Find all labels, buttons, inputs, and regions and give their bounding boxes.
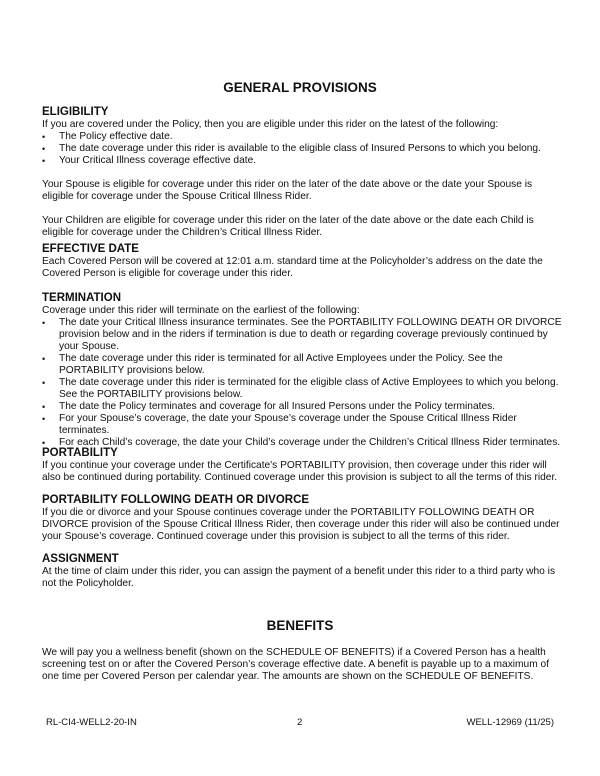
list-item: • The date coverage under this rider is available to the eligible class of Insured Persons to which you belong.: [42, 143, 562, 155]
eligibility-children: Your Children are eligible for coverage under this rider on the later of the date above or the date each Child is eligible for coverage under the Children’s Critical Illness Rider.: [42, 215, 534, 238]
eligibility-intro: If you are covered under the Policy, then you are eligible under this rider on the latest of the following:: [42, 119, 499, 130]
termination-section: [42, 292, 562, 449]
list-item: • The date coverage under this rider is terminated for all Active Employees under the Policy. See the PORTABILITY provisions below.: [42, 353, 562, 377]
list-item: • For each Child’s coverage, the date your Child’s coverage under the Children’s Critical Illness Rider terminates.: [42, 437, 562, 449]
benefits-section: [42, 647, 562, 683]
footer-document-id: WELL-12969 (11/25): [466, 717, 554, 728]
eligibility-section: [42, 106, 562, 239]
termination-intro: Coverage under this rider will terminate on the earliest of the following:: [42, 305, 360, 316]
benefits-body: We will pay you a wellness benefit (shown on the SCHEDULE OF BENEFITS) if a Covered Person has a health screening test on or after the Covered Person’s coverage effective date. A benefit is payable up to a maximum of one time per Covered Person per calendar year. The amounts are shown on the SCHEDULE OF BENEFITS.: [42, 647, 550, 682]
list-item: • Your Critical Illness coverage effective date.: [42, 155, 562, 167]
effective-date-body: Each Covered Person will be covered at 12:01 a.m. standard time at the Policyholder’s address on the date the Covered Person is eligible for coverage under this rider.: [42, 256, 543, 279]
assignment-body: At the time of claim under this rider, you can assign the payment of a benefit under this rider to a third party who is not the Policyholder.: [42, 566, 556, 589]
effective-date-section: [42, 243, 562, 280]
page-title: GENERAL PROVISIONS: [223, 80, 377, 95]
footer-page-number: 2: [297, 717, 303, 728]
eligibility-spouse: Your Spouse is eligible for coverage under this rider on the later of the date above or the date your Spouse is eligible for coverage under the Spouse Critical Illness Rider.: [42, 179, 533, 202]
portability-death-divorce-heading: PORTABILITY FOLLOWING DEATH OR DIVORCE: [42, 494, 310, 506]
portability-death-divorce-section: [42, 494, 562, 543]
portability-death-divorce-body: If you die or divorce and your Spouse continues coverage under the PORTABILITY FOLLOWING DEATH OR DIVORCE provision of the Spouse Critical Illness Rider, then coverage under this rider will also be continued under your Spouse’s coverage. Continued coverage under this provision is subject to all the terms of this rider.: [42, 507, 560, 542]
termination-list: [42, 317, 562, 449]
portability-heading: PORTABILITY: [42, 447, 118, 459]
benefits-title: BENEFITS: [266, 618, 334, 633]
portability-body: If you continue your coverage under the Certificate's PORTABILITY provision, then coverage under this rider will also be continued during portability. Continued coverage under this provision is subject to all the terms of this rider.: [42, 460, 558, 483]
list-item: • The date coverage under this rider is terminated for the eligible class of Active Employees to which you belong. See the PORTABILITY provisions below.: [42, 377, 562, 401]
portability-section: [42, 447, 562, 484]
list-item: • The date the Policy terminates and coverage for all Insured Persons under the Policy terminates.: [42, 401, 562, 413]
assignment-section: [42, 553, 562, 590]
eligibility-list: [42, 131, 562, 167]
effective-date-heading: EFFECTIVE DATE: [42, 243, 139, 255]
footer-form-number: RL-CI4-WELL2-20-IN: [46, 717, 137, 728]
list-item: • The Policy effective date.: [42, 131, 562, 143]
list-item: • The date your Critical Illness insurance terminates. See the PORTABILITY FOLLOWING DEATH OR DIVORCE provision below and in the riders if termination is due to death or regarding coverage previously continued by your Spouse.: [42, 317, 562, 353]
eligibility-heading: ELIGIBILITY: [42, 106, 109, 118]
list-item: • For your Spouse’s coverage, the date your Spouse’s coverage under the Spouse Critical Illness Rider terminates.: [42, 413, 562, 437]
termination-heading: TERMINATION: [42, 292, 122, 304]
assignment-heading: ASSIGNMENT: [42, 553, 119, 565]
